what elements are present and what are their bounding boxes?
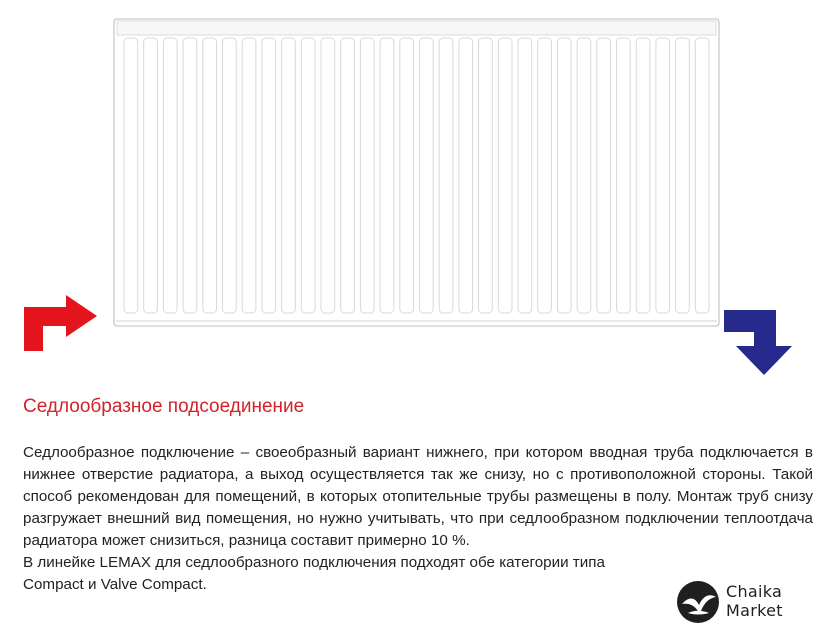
radiator-fin (577, 38, 591, 313)
radiator-fin (203, 38, 217, 313)
paragraph-lemax: В линейке LEMAX для седлообразного подключения подходят обе категории типа Compact и Valve Compact. (23, 554, 605, 593)
radiator-fin (676, 38, 690, 313)
radiator-fin (420, 38, 434, 313)
radiator-fin (360, 38, 374, 313)
radiator-top-strip (117, 21, 716, 35)
radiator-fin (380, 38, 394, 313)
radiator-fin (321, 38, 335, 313)
radiator-fin (223, 38, 237, 313)
logo-line-2: Market (726, 601, 783, 620)
radiator-fin (439, 38, 453, 313)
radiator-fin (459, 38, 473, 313)
logo-line-1: Chaika (726, 582, 783, 601)
chaika-market-logo (676, 580, 816, 626)
radiator-fin (242, 38, 256, 313)
radiator-fin (183, 38, 197, 313)
radiator-fin (557, 38, 571, 313)
radiator-fin (498, 38, 512, 313)
radiator-fin (341, 38, 355, 313)
red-inlet-arrow-icon (24, 295, 97, 351)
blue-outlet-arrow-icon (724, 310, 792, 375)
radiator-fin (479, 38, 493, 313)
radiator-fin (301, 38, 315, 313)
radiator-fin (695, 38, 709, 313)
section-heading: Седлообразное подсоединение (23, 396, 305, 417)
radiator-fin (597, 38, 611, 313)
radiator-fin (144, 38, 158, 313)
radiator-fin (538, 38, 552, 313)
radiator-fin (617, 38, 631, 313)
radiator-fin (636, 38, 650, 313)
radiator-fin (124, 38, 138, 313)
radiator-fin (518, 38, 532, 313)
radiator-fin (282, 38, 296, 313)
logo-wordmark (726, 582, 783, 620)
paragraph-connection: Седлообразное подключение – своеобразный вариант нижнего, при котором вводная труба подключается в нижнее отверстие радиатора, а выход осуществляется так же снизу, но с противоположной стороны. Такой способ рекомендован для помещений, в которых отопительные трубы размещены в полу. Монтаж труб снизу разгружает внешний вид помещения, но нужно учитывать, что при седлообразном подключении теплоотдача радиатора может снизиться, разница составит примерно 10 %. (23, 444, 813, 549)
radiator-fin (163, 38, 177, 313)
description (23, 442, 813, 596)
radiator-fin (400, 38, 414, 313)
seagull-logo-icon (676, 580, 720, 624)
radiator-fin (262, 38, 276, 313)
radiator-fin (656, 38, 670, 313)
